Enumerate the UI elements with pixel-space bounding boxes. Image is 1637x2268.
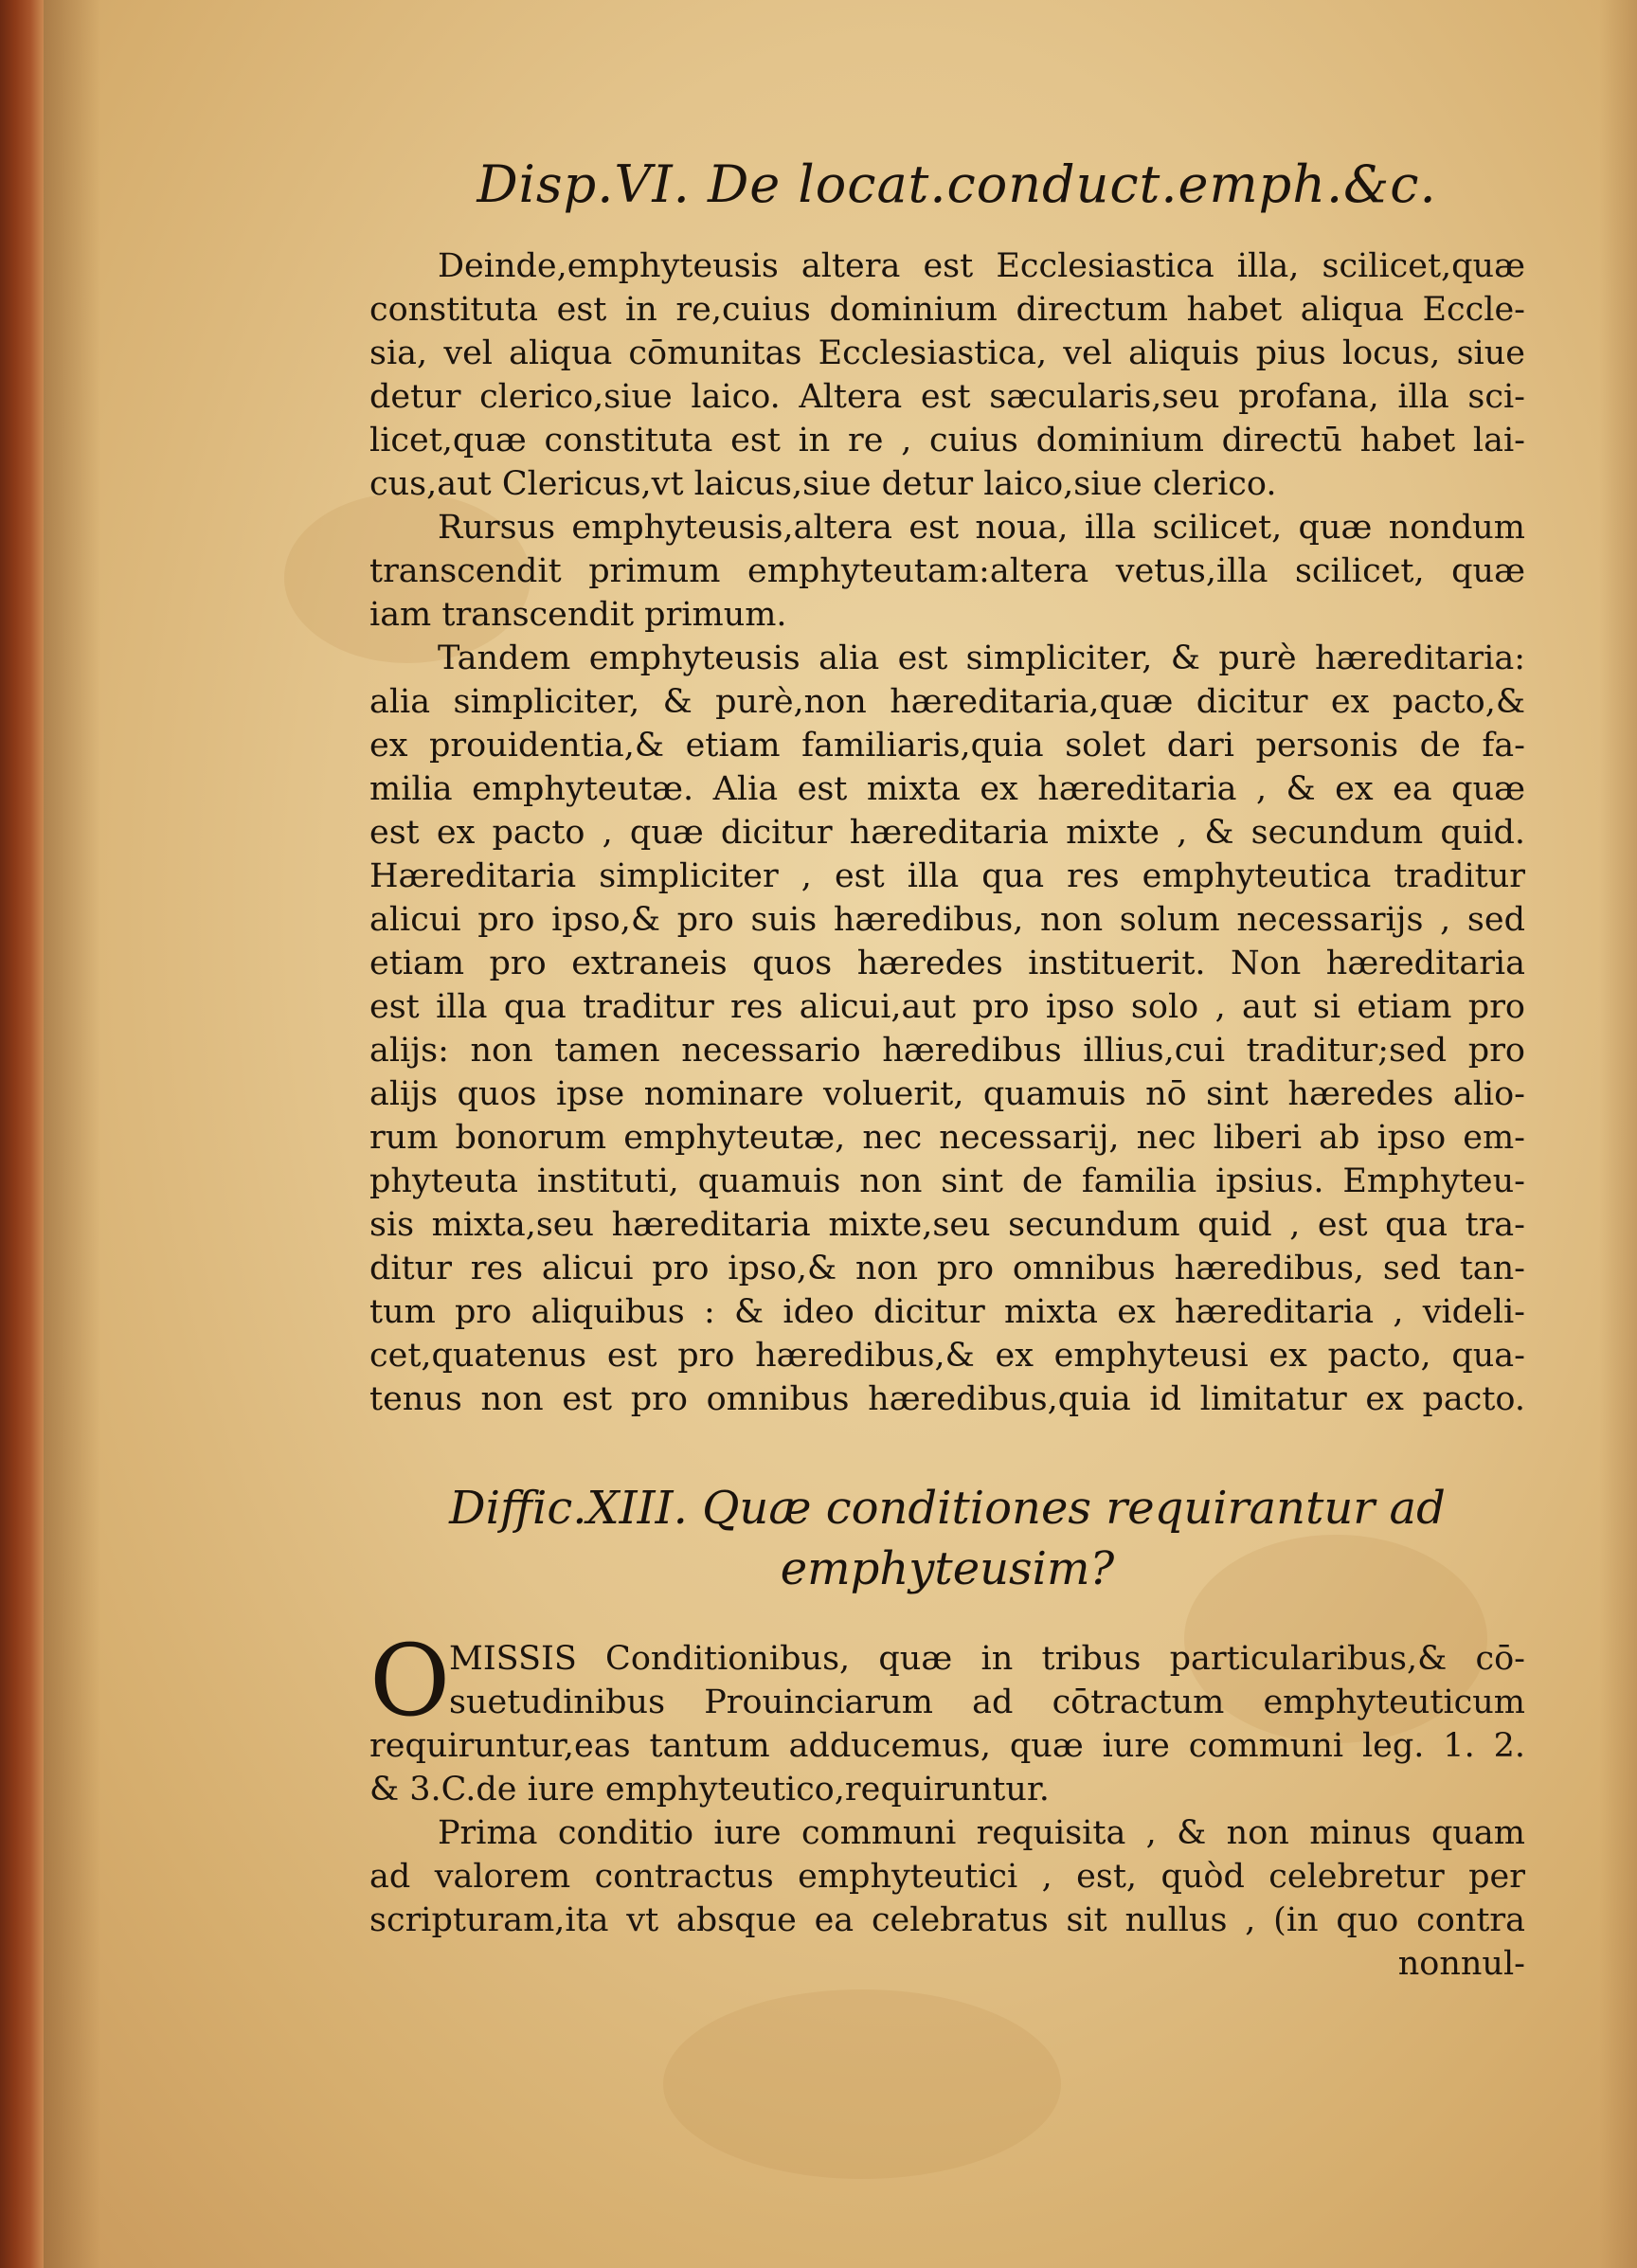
book-spine — [0, 0, 44, 2268]
catchword: nonnul- — [1397, 1945, 1525, 1983]
text-line: Hæreditaria simpliciter , est illa qua res emphyteutica traditur — [369, 857, 1525, 895]
text-line: est ex pacto , quæ dicitur hæreditaria mixte , & secundum quid. — [369, 814, 1525, 852]
paragraph — [369, 506, 1525, 637]
text-line: Rursus emphyteusis,altera est noua, illa scilicet, quæ nondum — [438, 509, 1525, 547]
text-line: suetudinibus Prouinciarum ad cōtractum emphyteuticum — [449, 1683, 1525, 1721]
paper-stain — [663, 1989, 1061, 2179]
text-block — [369, 152, 1525, 1986]
text-line: cus,aut Clericus,vt laicus,siue detur laico,siue clerico. — [369, 465, 1277, 503]
page-edge — [1599, 0, 1637, 2268]
paragraph — [369, 244, 1525, 506]
paragraph-with-drop-cap — [369, 1623, 1525, 1811]
text-line: ad valorem contractus emphyteutici , est, quòd celebretur per — [369, 1858, 1525, 1896]
text-line: tenus non est pro omnibus hæredibus,quia id limitatur ex pacto. — [369, 1380, 1525, 1418]
text-line: tum pro aliquibus : & ideo dicitur mixta ex hæreditaria , videli- — [369, 1293, 1525, 1331]
running-head: Disp.VI. De locat.conduct.emph.&c. — [477, 154, 1437, 214]
text-line: alicui pro ipso,& pro suis hæredibus, non solum necessarijs , sed — [369, 901, 1525, 939]
text-line: & 3.C.de iure emphyteutico,requiruntur. — [369, 1771, 1050, 1809]
text-line: cet,quatenus est pro hæredibus,& ex emphyteusi ex pacto, qua- — [369, 1337, 1525, 1375]
section-title-line: Diffic.XIII. Quæ conditiones requirantur ad — [449, 1482, 1446, 1535]
text-line: milia emphyteutæ. Alia est mixta ex hæreditaria , & ex ea quæ — [369, 770, 1525, 808]
text-line: alijs: non tamen necessario hæredibus illius,cui traditur;sed pro — [369, 1032, 1525, 1070]
text-line: alijs quos ipse nominare voluerit, quamuis nō sint hæredes alio- — [369, 1075, 1525, 1113]
text-line: Prima conditio iure communi requisita , & non minus quam — [438, 1814, 1525, 1852]
text-line: ditur res alicui pro ipso,& non pro omnibus hæredibus, sed tan- — [369, 1250, 1525, 1287]
text-line: alia simpliciter, & purè,non hæreditaria,quæ dicitur ex pacto,& — [369, 683, 1525, 721]
section-title-line: emphyteusim? — [780, 1542, 1115, 1595]
gutter-shadow — [44, 0, 100, 2268]
paragraph — [369, 637, 1525, 1421]
text-line: requiruntur,eas tantum adducemus, quæ iure communi leg. 1. 2. — [369, 1727, 1525, 1765]
paragraph — [369, 1811, 1525, 1986]
text-line: detur clerico,siue laico. Altera est sæcularis,seu profana, illa sci- — [369, 378, 1525, 416]
text-line: MISSIS Conditionibus, quæ in tribus particularibus,& cō- — [449, 1640, 1525, 1678]
text-line: rum bonorum emphyteutæ, nec necessarij, nec liberi ab ipso em- — [369, 1119, 1525, 1157]
text-line: constituta est in re,cuius dominium directum habet aliqua Eccle- — [369, 291, 1525, 329]
text-line: sia, vel aliqua cōmunitas Ecclesiastica, vel aliquis pius locus, siue — [369, 334, 1525, 372]
text-line: est illa qua traditur res alicui,aut pro ipso solo , aut si etiam pro — [369, 988, 1525, 1026]
text-line: sis mixta,seu hæreditaria mixte,seu secundum quid , est qua tra- — [369, 1206, 1525, 1244]
text-line: transcendit primum emphyteutam:altera vetus,illa scilicet, quæ — [369, 552, 1525, 590]
text-line: iam transcendit primum. — [369, 596, 787, 634]
section-title — [369, 1478, 1525, 1599]
text-line: Tandem emphyteusis alia est simpliciter, & purè hæreditaria: — [438, 639, 1525, 677]
text-line: Deinde,emphyteusis altera est Ecclesiastica illa, scilicet,quæ — [438, 247, 1525, 285]
drop-cap: O — [369, 1623, 451, 1738]
text-line: licet,quæ constituta est in re , cuius dominium directū habet lai- — [369, 422, 1525, 459]
text-line: phyteuta instituti, quamuis non sint de familia ipsius. Emphyteu- — [369, 1162, 1525, 1200]
text-line: ex prouidentia,& etiam familiaris,quia solet dari personis de fa- — [369, 727, 1525, 765]
text-line: etiam pro extraneis quos hæredes instituerit. Non hæreditaria — [369, 945, 1525, 982]
text-line: scripturam,ita vt absque ea celebratus sit nullus , (in quo contra — [369, 1901, 1525, 1939]
